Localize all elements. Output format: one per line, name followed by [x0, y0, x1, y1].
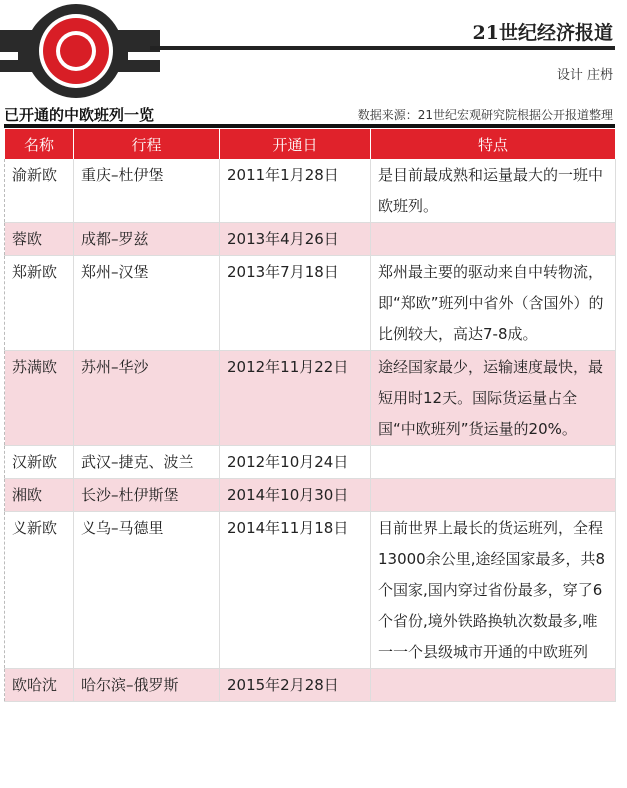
row-date: 2013年4月26日 — [220, 223, 371, 256]
table-title: 已开通的中欧班列一览 — [4, 106, 155, 124]
table-row — [5, 256, 616, 351]
title-underline — [4, 124, 615, 128]
row-name: 义新欧 — [5, 512, 74, 669]
table-row — [5, 159, 616, 223]
row-date: 2011年1月28日 — [220, 159, 371, 223]
row-name: 欧哈沈 — [5, 669, 74, 702]
table-row — [5, 446, 616, 479]
newspaper-brand: 21世纪经济报道 — [472, 22, 613, 44]
row-date: 2014年11月18日 — [220, 512, 371, 669]
header-name: 名称 — [5, 129, 74, 159]
row-name: 郑新欧 — [5, 256, 74, 351]
row-date: 2013年7月18日 — [220, 256, 371, 351]
row-route: 成都–罗兹 — [74, 223, 220, 256]
table-row — [5, 479, 616, 512]
table-header-row — [5, 129, 616, 159]
row-name: 汉新欧 — [5, 446, 74, 479]
row-feature — [371, 446, 616, 479]
row-feature — [371, 223, 616, 256]
row-feature: 是目前最成熟和运量最大的一班中欧班列。 — [371, 159, 616, 223]
row-route: 哈尔滨–俄罗斯 — [74, 669, 220, 702]
header-rule — [150, 46, 615, 50]
table-row — [5, 351, 616, 446]
row-feature — [371, 669, 616, 702]
data-source: 数据来源：21世纪宏观研究院根据公开报道整理 — [357, 108, 613, 122]
row-feature — [371, 479, 616, 512]
row-route: 苏州–华沙 — [74, 351, 220, 446]
railway-table — [4, 129, 616, 702]
table-row — [5, 669, 616, 702]
row-date: 2012年11月22日 — [220, 351, 371, 446]
row-date: 2014年10月30日 — [220, 479, 371, 512]
row-date: 2012年10月24日 — [220, 446, 371, 479]
row-route: 长沙–杜伊斯堡 — [74, 479, 220, 512]
designer-credit: 设计 庄枬 — [556, 68, 613, 83]
row-feature: 途经国家最少，运输速度最快，最短用时12天。国际货运量占全国“中欧班列”货运量的20%。 — [371, 351, 616, 446]
row-date: 2015年2月28日 — [220, 669, 371, 702]
row-route: 郑州–汉堡 — [74, 256, 220, 351]
row-feature: 目前世界上最长的货运班列，全程13000余公里,途经国家最多，共8个国家,国内穿过省份最多，穿了6个省份,境外铁路换轨次数最多,唯一一个县级城市开通的中欧班列 — [371, 512, 616, 669]
table-row — [5, 223, 616, 256]
header-date: 开通日 — [220, 129, 371, 159]
table-row — [5, 512, 616, 669]
row-feature: 郑州最主要的驱动来自中转物流，即“郑欧”班列中省外（含国外）的比例较大，高达7-8成。 — [371, 256, 616, 351]
row-name: 苏满欧 — [5, 351, 74, 446]
row-name: 蓉欧 — [5, 223, 74, 256]
row-name: 湘欧 — [5, 479, 74, 512]
row-name: 渝新欧 — [5, 159, 74, 223]
row-route: 武汉–捷克、波兰 — [74, 446, 220, 479]
newspaper-logo-icon — [0, 0, 160, 112]
row-route: 重庆–杜伊堡 — [74, 159, 220, 223]
header-feature: 特点 — [371, 129, 616, 159]
header-route: 行程 — [74, 129, 220, 159]
row-route: 义乌–马德里 — [74, 512, 220, 669]
